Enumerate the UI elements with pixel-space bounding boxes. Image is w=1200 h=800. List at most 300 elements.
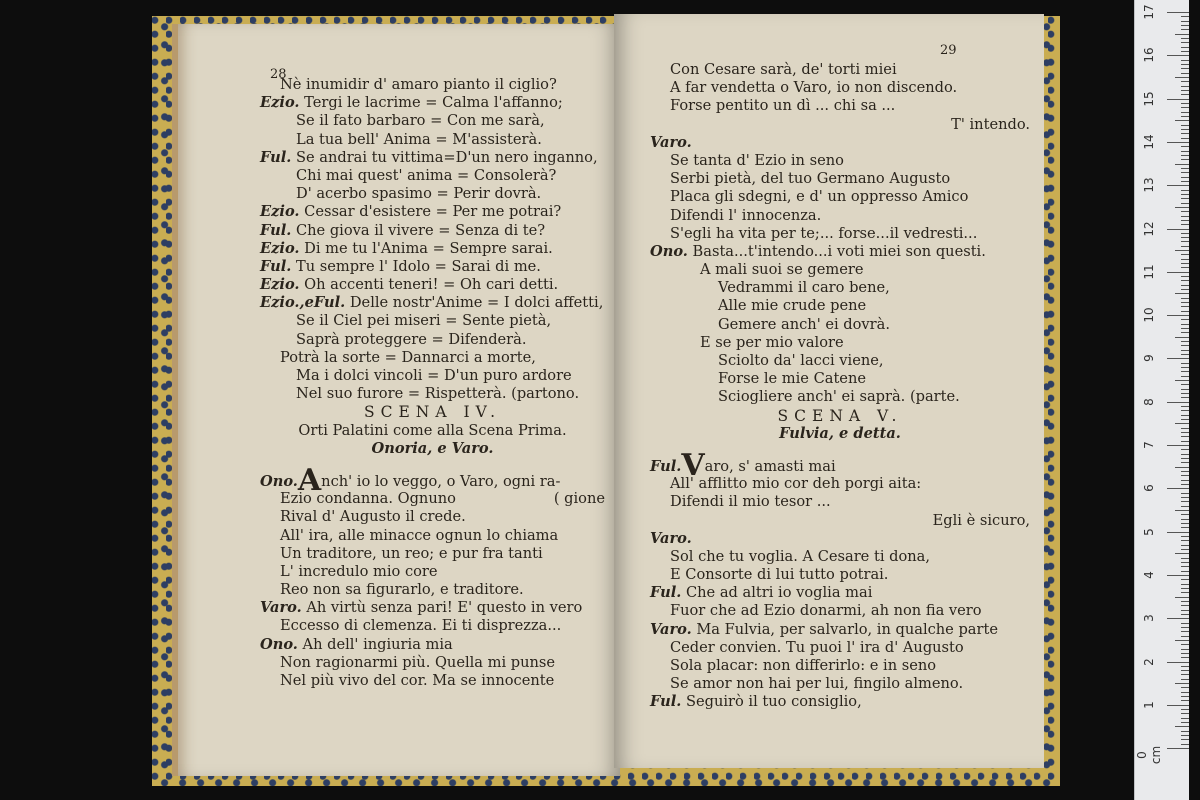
text-line xyxy=(650,61,1030,79)
ruler-minor-tick xyxy=(1181,371,1189,372)
ruler-minor-tick xyxy=(1181,267,1189,268)
line-text: Difendi il mio tesor ... xyxy=(670,493,831,511)
ruler-minor-tick xyxy=(1175,553,1189,554)
speaker-label: Varo. xyxy=(650,529,692,547)
ruler-minor-tick xyxy=(1181,592,1189,593)
ruler-minor-tick xyxy=(1181,588,1189,589)
ruler-number: 11 xyxy=(1142,264,1156,280)
text-line xyxy=(650,693,1030,711)
line-text: S'egli ha vita per te;... forse...il vedresti... xyxy=(670,224,978,242)
line-text: nch' io lo veggo, o Varo, ogni ra- xyxy=(321,472,561,490)
text-line xyxy=(650,512,1030,530)
ruler-minor-tick xyxy=(1181,302,1189,303)
ruler-minor-tick xyxy=(1181,627,1189,628)
ruler-minor-tick xyxy=(1181,194,1189,195)
speaker-label: Ono. xyxy=(260,635,298,653)
line-text: E Consorte di lui tutto potrai. xyxy=(670,566,889,584)
ruler-number: 3 xyxy=(1142,614,1156,623)
ruler-minor-tick xyxy=(1181,484,1189,485)
text-line xyxy=(260,149,605,167)
text-line xyxy=(650,370,1030,388)
ruler-minor-tick xyxy=(1181,289,1189,290)
ruler-minor-tick xyxy=(1181,519,1189,520)
text-line xyxy=(260,385,605,403)
line-text: Ah virtù senza pari! E' questo in vero xyxy=(301,599,583,617)
text-line xyxy=(650,425,1030,443)
ruler-number: 9 xyxy=(1142,354,1156,363)
ruler-tick xyxy=(1167,662,1189,663)
speaker-label: Ezio. xyxy=(260,239,300,257)
line-text: Saprà proteggere = Difenderà. xyxy=(296,330,527,348)
text-line xyxy=(650,584,1030,602)
ruler-minor-tick xyxy=(1181,345,1189,346)
ruler-number: 4 xyxy=(1142,571,1156,579)
ruler-minor-tick xyxy=(1175,726,1189,727)
line-text: La tua bell' Anima = M'assisterà. xyxy=(296,130,542,148)
text-line xyxy=(650,134,1030,152)
ruler-minor-tick xyxy=(1181,311,1189,312)
ruler-minor-tick xyxy=(1181,263,1189,264)
ruler-minor-tick xyxy=(1181,462,1189,463)
ruler-number: 16 xyxy=(1142,47,1156,63)
ruler-minor-tick xyxy=(1175,293,1189,294)
ruler-tick xyxy=(1167,532,1189,533)
ruler-minor-tick xyxy=(1181,709,1189,710)
ruler-minor-tick xyxy=(1181,94,1189,95)
text-line xyxy=(650,657,1030,675)
ruler-minor-tick xyxy=(1181,276,1189,277)
page-number: 29 xyxy=(940,43,957,58)
ruler-number: 10 xyxy=(1142,307,1156,323)
speaker-label: Ono. xyxy=(260,472,298,490)
ruler-minor-tick xyxy=(1181,480,1189,481)
ruler-minor-tick xyxy=(1175,597,1189,598)
text-line xyxy=(260,563,605,581)
ruler-tick xyxy=(1167,315,1189,316)
line-text: Fuor che ad Ezio donarmi, ah non fia vero xyxy=(670,602,982,620)
line-text: E se per mio valore xyxy=(700,333,844,351)
line-text: All' afflitto mio cor deh porgi aita: xyxy=(670,475,922,493)
text-line xyxy=(260,508,605,526)
ruler-minor-tick xyxy=(1181,432,1189,433)
drop-cap: V xyxy=(681,447,705,483)
ruler-minor-tick xyxy=(1175,77,1189,78)
ruler-tick xyxy=(1167,55,1189,56)
text-line xyxy=(650,639,1030,657)
ruler-tick xyxy=(1167,185,1189,186)
ruler-minor-tick xyxy=(1181,540,1189,541)
line-text: Ah dell' ingiuria mia xyxy=(297,635,453,653)
text-block xyxy=(650,61,1030,712)
text-line xyxy=(650,334,1030,352)
text-line xyxy=(650,493,1030,511)
line-text: Fulvia, e detta. xyxy=(779,424,901,442)
ruler-minor-tick xyxy=(1181,220,1189,221)
ruler-minor-tick xyxy=(1181,692,1189,693)
ruler-minor-tick xyxy=(1181,38,1189,39)
text-line xyxy=(260,203,605,221)
right-page xyxy=(614,14,1044,768)
ruler-minor-tick xyxy=(1181,298,1189,299)
ruler-minor-tick xyxy=(1181,415,1189,416)
ruler-minor-tick xyxy=(1175,380,1189,381)
ruler-minor-tick xyxy=(1181,696,1189,697)
text-line xyxy=(260,599,605,617)
ruler-minor-tick xyxy=(1181,739,1189,740)
ruler-minor-tick xyxy=(1181,51,1189,52)
line-text: Se andrai tu vittima=D'un nero inganno, xyxy=(291,148,598,166)
text-line xyxy=(650,207,1030,225)
text-line xyxy=(650,79,1030,97)
ruler-minor-tick xyxy=(1181,389,1189,390)
text-line xyxy=(650,407,1030,425)
ruler-number: 6 xyxy=(1142,484,1156,493)
text-line xyxy=(260,112,605,130)
ruler-minor-tick xyxy=(1181,471,1189,472)
line-text: Sol che tu voglia. A Cesare ti dona, xyxy=(670,547,930,565)
speaker-label: Ono. xyxy=(650,242,688,260)
ruler-number: 7 xyxy=(1142,441,1156,449)
ruler-minor-tick xyxy=(1181,506,1189,507)
ruler-minor-tick xyxy=(1181,475,1189,476)
ruler-minor-tick xyxy=(1181,731,1189,732)
ruler-minor-tick xyxy=(1181,670,1189,671)
ruler-minor-tick xyxy=(1181,319,1189,320)
ruler-minor-tick xyxy=(1181,718,1189,719)
ruler-minor-tick xyxy=(1181,328,1189,329)
text-line xyxy=(260,349,605,367)
text-line xyxy=(260,617,605,635)
line-text: Se tanta d' Ezio in seno xyxy=(670,151,844,169)
ruler-minor-tick xyxy=(1175,467,1189,468)
line-text: Non ragionarmi più. Quella mi punse xyxy=(280,653,556,671)
line-text: D' acerbo spasimo = Perir dovrà. xyxy=(296,185,542,203)
text-line xyxy=(650,243,1030,261)
ruler-minor-tick xyxy=(1181,674,1189,675)
line-text: A mali suoi se gemere xyxy=(700,261,864,279)
line-text: Basta...t'intendo...i voti miei son questi. xyxy=(687,242,986,260)
ruler-tick xyxy=(1167,402,1189,403)
ruler-minor-tick xyxy=(1181,116,1189,117)
text-line xyxy=(260,276,605,294)
ruler-minor-tick xyxy=(1175,640,1189,641)
line-text: Sciogliere anch' ei saprà. (parte. xyxy=(718,388,960,406)
page-number: 28 xyxy=(270,67,287,82)
text-line xyxy=(650,675,1030,693)
drop-cap: A xyxy=(297,462,322,498)
line-text: Difendi l' innocenza. xyxy=(670,206,822,224)
ruler-tick xyxy=(1167,99,1189,100)
ruler-minor-tick xyxy=(1181,233,1189,234)
ruler-minor-tick xyxy=(1181,211,1189,212)
text-line xyxy=(260,462,605,498)
text-line xyxy=(260,131,605,149)
line-text: Ezio condanna. Ognuno xyxy=(280,490,456,508)
ruler-minor-tick xyxy=(1181,172,1189,173)
line-text: Se il fato barbaro = Con me sarà, xyxy=(296,112,545,130)
ruler-minor-tick xyxy=(1181,454,1189,455)
ruler-minor-tick xyxy=(1175,423,1189,424)
ruler-minor-tick xyxy=(1181,653,1189,654)
speaker-label: Varo. xyxy=(650,133,692,151)
ruler-minor-tick xyxy=(1181,687,1189,688)
text-line xyxy=(260,367,605,385)
line-text: Se il Ciel pei miseri = Sente pietà, xyxy=(296,312,552,330)
ruler-minor-tick xyxy=(1181,324,1189,325)
ruler-minor-tick xyxy=(1181,350,1189,351)
line-text: Chi mai quest' anima = Consolerà? xyxy=(296,166,557,184)
ruler-minor-tick xyxy=(1181,657,1189,658)
line-text: Ma Fulvia, per salvarlo, in qualche parte xyxy=(691,620,998,638)
ruler-minor-tick xyxy=(1181,341,1189,342)
speaker-label: Ezio. xyxy=(260,203,300,221)
ruler-number: 0 cm xyxy=(1135,745,1163,765)
ruler-minor-tick xyxy=(1181,605,1189,606)
ruler-minor-tick xyxy=(1181,363,1189,364)
line-right-text: ( gione xyxy=(553,490,605,508)
line-text: Oh accenti teneri! = Oh cari detti. xyxy=(299,276,559,294)
ruler-minor-tick xyxy=(1181,436,1189,437)
ruler-minor-tick xyxy=(1181,68,1189,69)
text-line xyxy=(260,258,605,276)
speaker-label: Ful. xyxy=(260,148,292,166)
line-text: Eccesso di clemenza. Ei ti disprezza... xyxy=(280,617,562,635)
ruler-minor-tick xyxy=(1181,623,1189,624)
ruler-minor-tick xyxy=(1181,549,1189,550)
speaker-label: Ezio. xyxy=(260,94,300,112)
text-line xyxy=(650,475,1030,493)
text-line xyxy=(260,185,605,203)
ruler-number: 1 xyxy=(1142,700,1156,709)
line-text: Tergi le lacrime = Calma l'affanno; xyxy=(299,94,563,112)
ruler-minor-tick xyxy=(1181,527,1189,528)
ruler-minor-tick xyxy=(1181,254,1189,255)
ruler-minor-tick xyxy=(1181,449,1189,450)
ruler-minor-tick xyxy=(1181,636,1189,637)
line-right-text: T' intendo. xyxy=(951,115,1030,133)
ruler-minor-tick xyxy=(1181,545,1189,546)
ruler-tick xyxy=(1167,358,1189,359)
line-text: Rival d' Augusto il crede. xyxy=(280,508,466,526)
ruler-minor-tick xyxy=(1181,177,1189,178)
speaker-label: Ful. xyxy=(260,221,292,239)
ruler-minor-tick xyxy=(1181,21,1189,22)
ruler-minor-tick xyxy=(1181,406,1189,407)
ruler-minor-tick xyxy=(1181,571,1189,572)
line-text: Gemere anch' ei dovrà. xyxy=(718,315,890,333)
text-line xyxy=(650,566,1030,584)
ruler-tick xyxy=(1167,12,1189,13)
line-text: Nel più vivo del cor. Ma se innocente xyxy=(280,672,555,689)
ruler-minor-tick xyxy=(1181,103,1189,104)
line-gap xyxy=(650,443,1030,457)
text-line xyxy=(650,188,1030,206)
ruler-minor-tick xyxy=(1181,722,1189,723)
text-line xyxy=(260,94,605,112)
ruler-minor-tick xyxy=(1181,198,1189,199)
ruler-tick xyxy=(1167,705,1189,706)
ruler-minor-tick xyxy=(1181,735,1189,736)
text-line xyxy=(260,240,605,258)
ruler-minor-tick xyxy=(1181,332,1189,333)
ruler-minor-tick xyxy=(1181,579,1189,580)
text-line xyxy=(260,490,605,508)
line-text: Sola placar: non differirlo: e in seno xyxy=(670,657,937,674)
ruler-minor-tick xyxy=(1181,60,1189,61)
text-line xyxy=(260,440,605,458)
ruler-number: 15 xyxy=(1142,90,1156,107)
ruler-minor-tick xyxy=(1181,666,1189,667)
text-line xyxy=(260,654,605,672)
line-text: A far vendetta o Varo, io non discendo. xyxy=(670,79,958,97)
measuring-ruler xyxy=(1134,0,1189,800)
ruler-minor-tick xyxy=(1181,614,1189,615)
line-text: Onoria, e Varo. xyxy=(371,439,494,457)
ruler-number: 8 xyxy=(1142,397,1156,406)
ruler-minor-tick xyxy=(1181,181,1189,182)
ruler-minor-tick xyxy=(1181,558,1189,559)
ruler-number: 2 xyxy=(1142,657,1156,666)
text-line xyxy=(260,527,605,545)
ruler-minor-tick xyxy=(1181,259,1189,260)
text-line xyxy=(260,545,605,563)
ruler-minor-tick xyxy=(1181,146,1189,147)
ruler-minor-tick xyxy=(1181,285,1189,286)
ruler-minor-tick xyxy=(1181,107,1189,108)
speaker-label: Ful. xyxy=(650,584,682,602)
line-text: Che giova il vivere = Senza di te? xyxy=(291,221,546,239)
line-text: Reo non sa figurarlo, e traditore. xyxy=(280,581,524,599)
text-line xyxy=(260,76,605,94)
ruler-number: 12 xyxy=(1142,220,1156,237)
ruler-minor-tick xyxy=(1181,384,1189,385)
line-text: Ma i dolci vincoli = D'un puro ardore xyxy=(296,367,572,384)
ruler-minor-tick xyxy=(1181,523,1189,524)
line-text: Ceder convien. Tu puoi l' ira d' Augusto xyxy=(670,638,964,656)
ruler-minor-tick xyxy=(1181,441,1189,442)
ruler-minor-tick xyxy=(1181,47,1189,48)
ruler-minor-tick xyxy=(1181,64,1189,65)
ruler-minor-tick xyxy=(1181,306,1189,307)
ruler-minor-tick xyxy=(1181,151,1189,152)
ruler-minor-tick xyxy=(1181,397,1189,398)
speaker-label: Ful. xyxy=(650,693,682,711)
text-line xyxy=(650,548,1030,566)
text-line xyxy=(260,331,605,349)
speaker-label: Ezio. xyxy=(260,276,300,294)
ruler-minor-tick xyxy=(1181,601,1189,602)
ruler-minor-tick xyxy=(1181,224,1189,225)
line-text: SCENA V. xyxy=(777,406,903,425)
speaker-label: Ful. xyxy=(650,457,682,475)
text-line xyxy=(260,581,605,599)
speaker-label: Varo. xyxy=(650,620,692,638)
text-line xyxy=(260,294,605,312)
ruler-minor-tick xyxy=(1181,203,1189,204)
text-line xyxy=(650,530,1030,548)
text-line xyxy=(260,636,605,654)
line-text: Orti Palatini come alla Scena Prima. xyxy=(298,421,567,439)
ruler-minor-tick xyxy=(1175,164,1189,165)
line-text: Di me tu l'Anima = Sempre sarai. xyxy=(299,239,553,257)
ruler-minor-tick xyxy=(1181,81,1189,82)
ruler-minor-tick xyxy=(1181,700,1189,701)
text-line xyxy=(650,225,1030,243)
ruler-minor-tick xyxy=(1181,428,1189,429)
ruler-minor-tick xyxy=(1175,34,1189,35)
text-line xyxy=(650,279,1030,297)
text-line xyxy=(260,422,605,440)
ruler-minor-tick xyxy=(1181,410,1189,411)
speaker-label: Ful. xyxy=(260,257,292,275)
ruler-minor-tick xyxy=(1181,649,1189,650)
ruler-tick xyxy=(1167,618,1189,619)
ruler-minor-tick xyxy=(1181,584,1189,585)
ruler-minor-tick xyxy=(1181,125,1189,126)
ruler-minor-tick xyxy=(1181,497,1189,498)
ruler-minor-tick xyxy=(1181,501,1189,502)
text-line xyxy=(260,222,605,240)
text-line xyxy=(650,261,1030,279)
text-line xyxy=(650,152,1030,170)
line-text: Forse le mie Catene xyxy=(718,370,866,388)
ruler-minor-tick xyxy=(1181,493,1189,494)
line-text: Se amor non hai per lui, fingilo almeno. xyxy=(670,675,964,693)
line-text: Vedrammi il caro bene, xyxy=(718,279,890,297)
line-text: aro, s' amasti mai xyxy=(704,457,836,475)
ruler-minor-tick xyxy=(1181,393,1189,394)
text-line xyxy=(650,388,1030,406)
ruler-minor-tick xyxy=(1181,168,1189,169)
ruler-minor-tick xyxy=(1181,241,1189,242)
text-line xyxy=(650,97,1030,115)
ruler-minor-tick xyxy=(1181,536,1189,537)
line-text: Sciolto da' lacci viene, xyxy=(718,352,884,369)
line-text: Con Cesare sarà, de' torti miei xyxy=(670,61,897,78)
text-line xyxy=(650,297,1030,315)
ruler-minor-tick xyxy=(1181,25,1189,26)
ruler-minor-tick xyxy=(1181,138,1189,139)
ruler-minor-tick xyxy=(1181,280,1189,281)
text-line xyxy=(650,447,1030,483)
ruler-minor-tick xyxy=(1181,354,1189,355)
line-text: Un traditore, un reo; e pur fra tanti xyxy=(280,544,543,562)
ruler-number: 17 xyxy=(1142,4,1156,20)
line-text: Placa gli sdegni, e d' un oppresso Amico xyxy=(670,188,969,206)
ruler-minor-tick xyxy=(1181,42,1189,43)
line-text: Delle nostr'Anime = I dolci affetti, xyxy=(345,294,604,312)
ruler-minor-tick xyxy=(1181,112,1189,113)
ruler-minor-tick xyxy=(1181,133,1189,134)
text-line xyxy=(260,403,605,421)
speaker-label: Varo. xyxy=(260,599,302,617)
speaker-label: Ezio.,eFul. xyxy=(260,294,346,312)
ruler-minor-tick xyxy=(1181,514,1189,515)
line-text: Che ad altri io voglia mai xyxy=(681,584,873,602)
ruler-minor-tick xyxy=(1175,683,1189,684)
ruler-minor-tick xyxy=(1175,337,1189,338)
ruler-tick xyxy=(1167,229,1189,230)
ruler-number: 5 xyxy=(1142,527,1156,536)
ruler-tick xyxy=(1167,142,1189,143)
line-text: Forse pentito un dì ... chi sa ... xyxy=(670,97,896,115)
ruler-minor-tick xyxy=(1181,744,1189,745)
line-text: Potrà la sorte = Dannarci a morte, xyxy=(280,348,536,366)
text-line xyxy=(260,312,605,330)
text-line xyxy=(650,621,1030,639)
ruler-tick xyxy=(1167,272,1189,273)
ruler-minor-tick xyxy=(1181,237,1189,238)
